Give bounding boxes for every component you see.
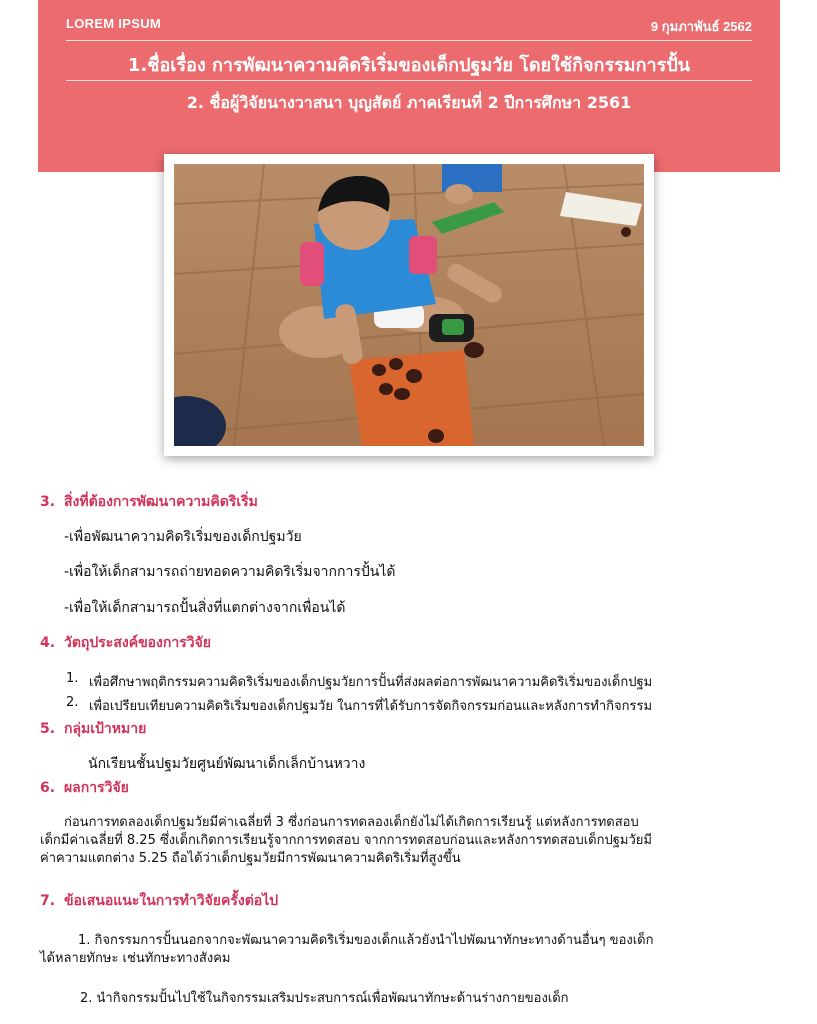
result-line-3: ค่าความแตกต่าง 5.25 ถือได้ว่าเด็กปฐมวัยมีการพัฒนาความคิดริเริ่มที่สูงขึ้น [40, 851, 461, 866]
section-title: สิ่งที่ต้องการพัฒนาความคิดริเริ่ม [63, 494, 258, 510]
list-item-number: 2. [66, 695, 79, 710]
list-item: เพื่อศึกษาพฤติกรรมความคิดริเริ่มของเด็กปฐมวัยการปั้นที่ส่งผลต่อการพัฒนาความคิดริเริ่มของเด็กปฐม [89, 675, 653, 690]
section-3-heading [40, 491, 258, 513]
section-title: ข้อเสนอแนะในการทำวิจัยครั้งต่อไป [63, 893, 279, 909]
header-rule-middle [66, 80, 752, 81]
list-item: เพื่อเปรียบเทียบความคิดริเริ่มของเด็กปฐมวัย ในการที่ได้รับการจัดกิจกรรมก่อนและหลังการทำกิจกรรม [89, 699, 653, 714]
section-title: กลุ่มเป้าหมาย [63, 721, 147, 737]
suggestion-1-line-1: 1. กิจกรรมการปั้นนอกจากจะพัฒนาความคิดริเริ่มของเด็กแล้วยังนำไปพัฒนาทักษะทางด้านอื่นๆ ของเด็ก [78, 933, 654, 948]
section-number: 5. [40, 721, 56, 737]
header-top-bar [66, 10, 752, 34]
section-number: 6. [40, 780, 56, 796]
section-number: 7. [40, 893, 56, 909]
activity-photo [174, 164, 644, 446]
brand-label: LOREM IPSUM [66, 16, 162, 31]
section-4-heading [40, 632, 211, 654]
photo-frame [164, 154, 654, 456]
list-item: -เพื่อให้เด็กสามารถปั้นสิ่งที่แตกต่างจากเพื่อนได้ [64, 600, 346, 616]
title-line-2: 2. ชื่อผู้วิจัยนางวาสนา บุญสัตย์ ภาคเรียนที่ 2 ปีการศึกษา 2561 [186, 93, 632, 112]
result-line-2: เด็กมีค่าเฉลี่ยที่ 8.25 ซึ่งเด็กเกิดการเรียนรู้จากการทดสอบ จากการทดสอบก่อนและหลังการทดสอบเด็กปฐมวัยมี [40, 833, 652, 848]
target-group-text: นักเรียนชั้นปฐมวัยศูนย์พัฒนาเด็กเล็กบ้านหวาง [88, 756, 366, 772]
header-rule-top [66, 40, 752, 41]
section-7-heading [40, 890, 278, 912]
section-6-heading [40, 777, 129, 799]
date-label: 9 กุมภาพันธ์ 2562 [650, 19, 752, 34]
list-item-number: 1. [66, 671, 79, 686]
suggestion-2: 2. นำกิจกรรมปั้นไปใช้ในกิจกรรมเสริมประสบการณ์เพื่อพัฒนาทักษะด้านร่างกายของเด็ก [80, 991, 569, 1006]
section-5-heading [40, 718, 146, 740]
section-title: วัตถุประสงค์ของการวิจัย [63, 635, 212, 651]
title-line-1: 1.ชื่อเรื่อง การพัฒนาความคิดริเริ่มของเด็กปฐมวัย โดยใช้กิจกรรมการปั้น [127, 55, 691, 76]
list-item: -เพื่อพัฒนาความคิดริเริ่มของเด็กปฐมวัย [64, 529, 302, 545]
section-number: 4. [40, 635, 56, 651]
section-title: ผลการวิจัย [63, 780, 129, 796]
section-number: 3. [40, 494, 56, 510]
result-line-1: ก่อนการทดลองเด็กปฐมวัยมีค่าเฉลี่ยที่ 3 ซึ่งก่อนการทดลองเด็กยังไม่ได้เกิดการเรียนรู้ แต่หลังการทดสอบ [64, 815, 639, 830]
header-banner [38, 0, 780, 172]
suggestion-1-line-2: ได้หลายทักษะ เช่นทักษะทางสังคม [40, 951, 231, 966]
list-item: -เพื่อให้เด็กสามารถถ่ายทอดความคิดริเริ่มจากการปั้นได้ [64, 564, 396, 580]
